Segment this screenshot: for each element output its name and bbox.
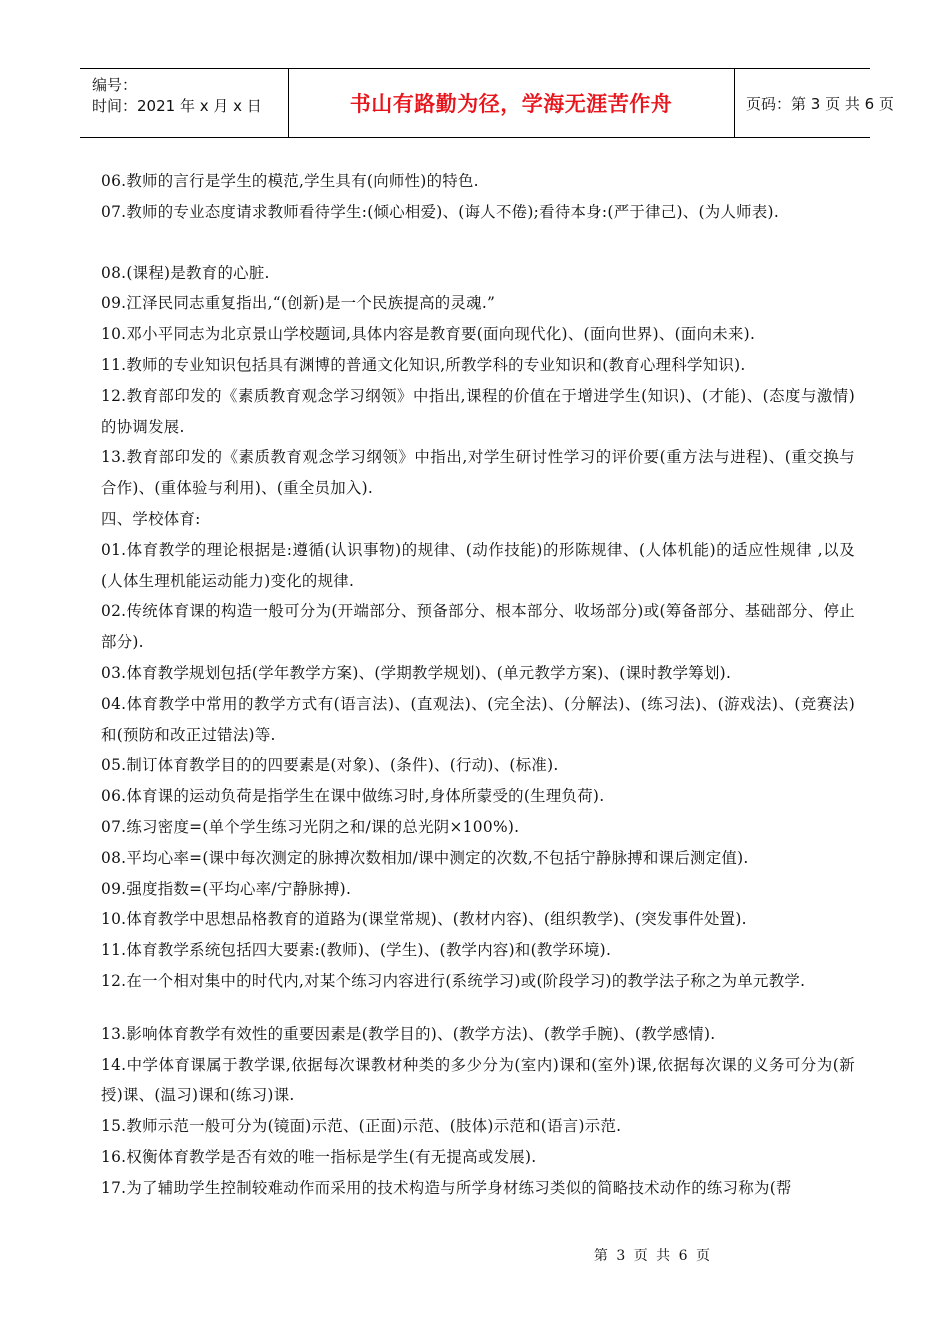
paragraph: 10.邓小平同志为北京景山学校题词,具体内容是教育要(面向现代化)、(面向世界)、(面向未来).: [101, 325, 756, 344]
paragraph: 17.为了辅助学生控制较难动作而采用的技术构造与所学身材练习类似的简略技术动作的练习称为(帮: [101, 1178, 792, 1197]
paragraph: 15.教师示范一般可分为(镜面)示范、(正面)示范、(肢体)示范和(语言)示范.: [101, 1117, 622, 1136]
page-footer: [0, 1246, 950, 1266]
paragraph: 07.练习密度=(单个学生练习光阴之和/课的总光阴×100%).: [101, 817, 520, 836]
paragraph: 03.体育教学规划包括(学年教学方案)、(学期教学规划)、(单元教学方案)、(课时教学筹划).: [101, 663, 732, 682]
paragraph: 01.体育教学的理论根据是:遵循(认识事物)的规律、(动作技能)的形陈规律、(人体机能)的适应性规律 ,以及(人体生理机能运动能力)变化的规律.: [101, 540, 855, 590]
paragraph: 06.体育课的运动负荷是指学生在课中做练习时,身体所蒙受的(生理负荷).: [101, 787, 605, 806]
paragraph: 14.中学体育课属于教学课,依据每次课教材种类的多少分为(室内)课和(室外)课,依据每次课的义务可分为(新授)课、(温习)课和(练习)课.: [101, 1055, 855, 1105]
paragraph: 02.传统体育课的构造一般可分为(开端部分、预备部分、根本部分、收场部分)或(筹备部分、基础部分、停止部分).: [101, 602, 855, 652]
footer-page-number: 第 3 页 共 6 页: [593, 1248, 712, 1264]
date-label: 时间：2021 年 x 月 x 日: [92, 97, 262, 115]
document-body: [101, 166, 855, 1204]
paragraph: 12.教育部印发的《素质教育观念学习纲领》中指出,课程的价值在于增进学生(知识)、(才能)、(态度与激情)的协调发展.: [101, 386, 855, 436]
paragraph: 08.(课程)是教育的心脏.: [101, 263, 270, 282]
header-divider-right: [734, 69, 735, 137]
paragraph: 04.体育教学中常用的教学方式有(语言法)、(直观法)、(完全法)、(分解法)、(练习法)、(游戏法)、(竞赛法)和(预防和改正过错法)等.: [101, 694, 855, 744]
paragraph: 13.教育部印发的《素质教育观念学习纲领》中指出,对学生研讨性学习的评价要(重方法与进程)、(重交换与合作)、(重体验与利用)、(重全员加入).: [101, 448, 855, 498]
paragraph: 12.在一个相对集中的时代内,对某个练习内容进行(系统学习)或(阶段学习)的教学法子称之为单元教学.: [101, 971, 806, 990]
page-header: [80, 68, 894, 138]
serial-number-label: 编号：: [92, 76, 138, 94]
paragraph: 06.教师的言行是学生的模范,学生具有(向师性)的特色.: [101, 172, 479, 190]
header-page-number: 页码：第 3 页 共 6 页: [746, 94, 894, 113]
paragraph: 08.平均心率=(课中每次测定的脉搏次数相加/课中测定的次数,不包括宁静脉搏和课后测定值).: [101, 848, 749, 867]
paragraph: 09.强度指数=(平均心率/宁静脉搏).: [101, 879, 352, 898]
paragraph: 05.制订体育教学目的的四要素是(对象)、(条件)、(行动)、(标准).: [101, 756, 559, 775]
paragraph: 07.教师的专业态度请求教师看待学生:(倾心相爱)、(诲人不倦);看待本身:(严于律己)、(为人师表).: [101, 202, 780, 221]
header-meta: [92, 75, 292, 117]
paragraph: 11.教师的专业知识包括具有渊博的普通文化知识,所教学科的专业知识和(教育心理科学知识).: [101, 355, 746, 374]
paragraph: 10.体育教学中思想品格教育的道路为(课堂常规)、(教材内容)、(组织教学)、(突发事件处置).: [101, 910, 747, 929]
section-heading: 四、学校体育:: [101, 509, 201, 528]
paragraph: 16.权衡体育教学是否有效的唯一指标是学生(有无提高或发展).: [101, 1147, 537, 1166]
paragraph: 11.体育教学系统包括四大要素:(教师)、(学生)、(教学内容)和(教学环境).: [101, 941, 612, 960]
header-motto: 书山有路勤为径，学海无涯苦作舟: [349, 92, 673, 116]
paragraph: 09.江泽民同志重复指出,“(创新)是一个民族提高的灵魂.”: [101, 294, 496, 313]
paragraph: 13.影响体育教学有效性的重要因素是(教学目的)、(教学方法)、(教学手腕)、(教学感情).: [101, 1024, 716, 1043]
